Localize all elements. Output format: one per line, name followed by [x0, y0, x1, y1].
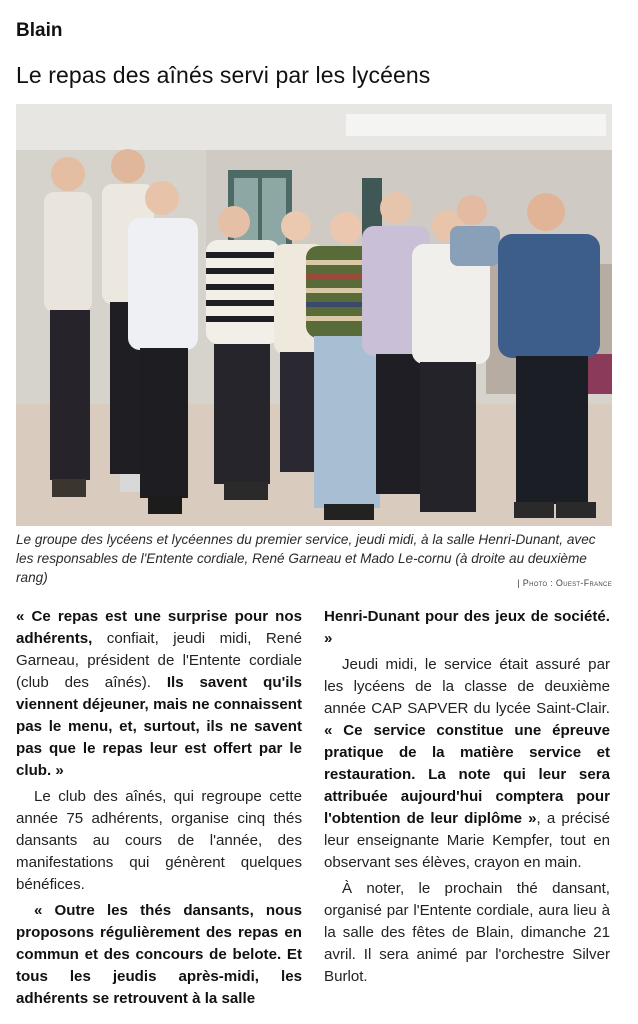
- body-text: , a précisé leur enseignante Marie Kempfer, tout en observant ses élèves, crayon en main.: [324, 810, 610, 871]
- paragraph-1: [16, 606, 302, 782]
- article-column-2: [324, 606, 610, 988]
- quote-bold: « Ce service constitue une épreuve pratique de la matière service et restauration. La note qui leur sera attribuée aujourd'hui comptera pour l'obtention de leur diplôme »: [324, 722, 610, 827]
- paragraph-5: [324, 654, 610, 874]
- quote-bold: Henri-Dunant pour des jeux de société. »: [324, 608, 610, 647]
- quote-bold: « Ce repas est une surprise pour nos adhérents,: [16, 608, 302, 647]
- body-text: Jeudi midi, le service était assuré par les lycéens de la classe de deuxième année CAP SAPVER du lycée Saint-Clair.: [324, 656, 610, 717]
- paragraph-4: [324, 606, 610, 650]
- quote-bold: « Outre les thés dansants, nous proposons régulièrement des repas en commun et des concours de belote. Et tous les jeudis après-midi, les adhérents se retrouvent à la salle: [16, 902, 302, 1007]
- article-headline: Le repas des aînés servi par les lycéens: [16, 62, 431, 88]
- article-column-1: [16, 606, 302, 1010]
- paragraph-6: À noter, le prochain thé dansant, organisé par l'Entente cordiale, aura lieu à la salle des fêtes de Blain, dimanche 21 avril. Il sera animé par l'orchestre Silver Burlot.: [324, 880, 610, 985]
- paragraph-2: Le club des aînés, qui regroupe cette année 75 adhérents, organise cinq thés dansants au cours de l'année, des manifestations qui génèrent quelques bénéfices.: [16, 788, 302, 893]
- group-photo: [16, 104, 612, 526]
- quote-bold: Ils savent qu'ils viennent déjeuner, mais ne connaissent pas le menu, et, surtout, ils ne savent pas que le repas leur est offert par le club. »: [16, 674, 302, 779]
- location-kicker: Blain: [16, 20, 63, 41]
- photo-credit: | Photo : Ouest-France: [517, 578, 612, 588]
- photo-caption: Le groupe des lycéens et lycéennes du premier service, jeudi midi, à la salle Henri-Dunant, avec les responsables de l'Entente cordiale, René Garneau et Mado Le-cornu (à droite au deuxième rang): [16, 532, 596, 585]
- paragraph-3: [16, 900, 302, 1010]
- body-text: confiait, jeudi midi, René Garneau, président de l'Entente cordiale (club des aînés).: [16, 630, 302, 691]
